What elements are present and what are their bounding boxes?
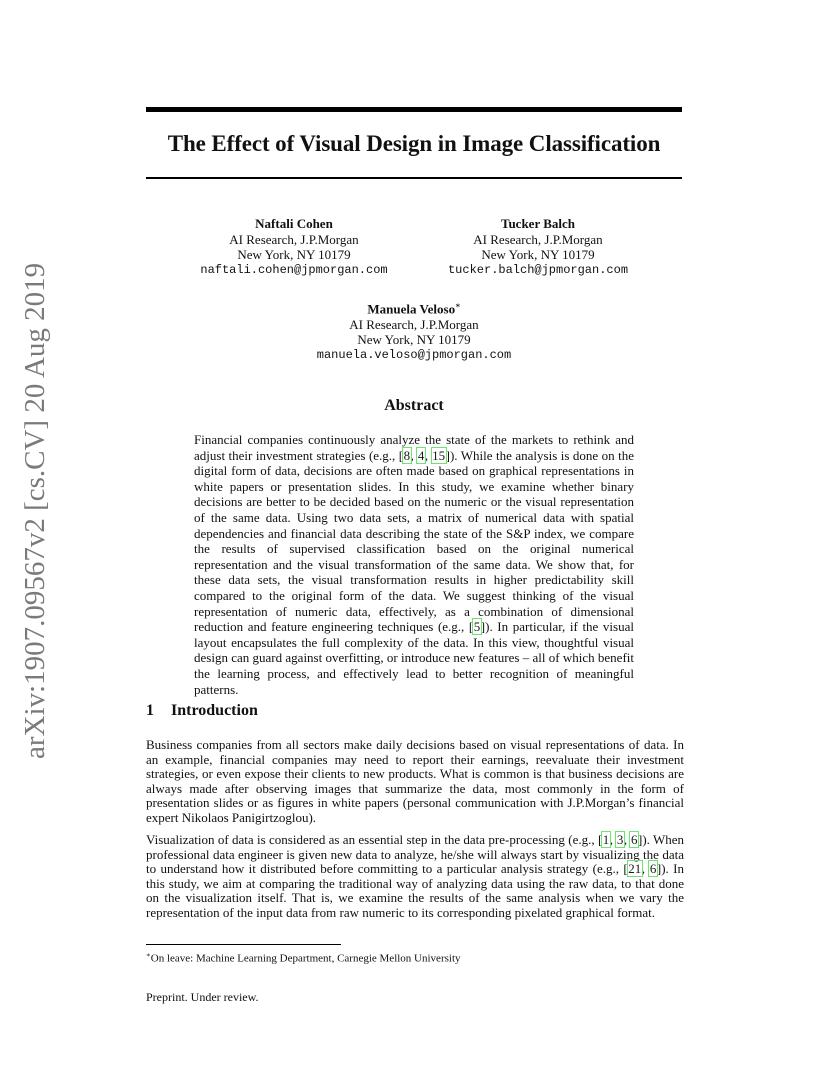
- citation-link[interactable]: 5: [473, 619, 481, 635]
- citation-link[interactable]: 8: [403, 447, 411, 463]
- author-email[interactable]: tucker.balch@jpmorgan.com: [447, 262, 629, 277]
- author-email[interactable]: naftali.cohen@jpmorgan.com: [200, 262, 388, 277]
- citation-link[interactable]: 6: [649, 861, 657, 877]
- author-block: [289, 298, 539, 363]
- author-affiliation: AI Research, J.P.Morgan: [473, 231, 603, 247]
- citation-link[interactable]: 21: [628, 861, 642, 877]
- paragraph-text: ). When professional data engineer is given new data to analyze, he/she will always start by visualizing the data to understand how it distributed before committing to a particular analysis strategy (e.g.,: [146, 832, 685, 877]
- title-bottom-rule: [146, 177, 682, 179]
- author-location: New York, NY 10179: [237, 247, 351, 262]
- citation-link[interactable]: 1: [602, 832, 610, 847]
- abstract-text: Financial companies continuously analyze the state of the markets to rethink and adjust their investment strategies (e.g.,: [194, 432, 634, 463]
- title-top-rule: [146, 107, 682, 112]
- author-location: New York, NY 10179: [357, 332, 471, 348]
- paragraph-text: ). In this study, we aim at comparing the traditional way of analyzing data using the raw data, to that done on the visualization itself. That is, we examine the results of the same analysis when we vary the representation of the input data from raw numeric to its corresponding pixelated graphical format.: [146, 861, 684, 920]
- section-heading: [146, 701, 682, 721]
- author-block: [413, 216, 663, 278]
- body-paragraph: Business companies from all sectors make daily decisions based on visual representations of data. In an example, financial companies may need to report their earnings, reevaluate their investment strategies, or even expose their clients to new products. What is common is that business decisions are always made after observing images that summarize the data, most commonly in the form of presentation slides or as figures in white papers (personal communication with J.P.Morgan’s financial expert Nikolaos Panigirtzoglou).: [146, 737, 684, 825]
- abstract-text: ). In particular, if the visual layout encapsulates the full complexity of the data. In this view, thoughtful visual design can guard against overfitting, or introduce new features – all of which benefit the learning process, and effectively lead to better recognition of meaningful patterns.: [194, 619, 634, 697]
- author-affiliation: AI Research, J.P.Morgan: [349, 316, 479, 332]
- paragraph-text: Visualization of data is considered as an essential step in the data pre-processing (e.g.,: [146, 832, 598, 847]
- citation-link[interactable]: 6: [630, 832, 638, 847]
- citation-link[interactable]: 15: [432, 447, 446, 463]
- footnote-mark: ∗: [146, 951, 151, 959]
- author-affiliation: AI Research, J.P.Morgan: [229, 231, 359, 247]
- author-location: New York, NY 10179: [481, 247, 595, 262]
- paper-title: The Effect of Visual Design in Image Classification: [167, 131, 661, 156]
- citation-link[interactable]: 3: [616, 832, 624, 847]
- author-name-text: Manuela Veloso: [367, 301, 456, 317]
- footnote-marker[interactable]: ∗: [455, 301, 461, 310]
- author-name: [289, 298, 539, 317]
- footnote-rule: [146, 944, 341, 945]
- section-number: 1: [146, 702, 154, 719]
- author-block: [169, 216, 419, 278]
- author-name: Naftali Cohen: [255, 216, 333, 231]
- citation-link[interactable]: 4: [417, 447, 425, 463]
- arxiv-side-stamp: arXiv:1907.09567v2 [cs.CV] 20 Aug 2019: [19, 262, 51, 759]
- abstract-body: Financial companies continuously analyze the state of the markets to rethink and adjust their investment strategies (e.g., [8, 4, 15]). While the analysis is done on the digital form of data, decisions are often made based on graphical representations in white papers or presentation slides. In this study, we examine whether binary decisions are better to be decided based on the numeric or the visual representation of the same data. Using two data sets, a matrix of numerical data with spatial dependencies and financial data describing the state of the S&P index, we compare the results of supervised classification based on the original numerical representation and the visual transformation of the same data. We show that, for these data sets, the visual transformation results in higher predictability skill compared to the original form of the data. We suggest thinking of the visual representation of numeric data, effectively, as a combination of dimensional reduction and feature engineering techniques (e.g., [5]). In particular, if the visual layout encapsulates the full complexity of the data. In this view, thoughtful visual design can guard against overfitting, or introduce new features – all of which benefit the learning process, and effectively lead to better recognition of meaningful patterns.: [194, 432, 634, 697]
- preprint-footer: Preprint. Under review.: [146, 990, 259, 1004]
- author-email[interactable]: manuela.veloso@jpmorgan.com: [316, 347, 512, 362]
- body-paragraph: Visualization of data is considered as an essential step in the data pre-processing (e.g., [1, 3, 6]). When professional data engineer is given new data to analyze, he/she will always start by visualizing the data to understand how it distributed before committing to a particular analysis strategy (e.g., [21, 6]). In this study, we aim at comparing the traditional way of analyzing data using the raw data, to that done on the visualization itself. That is, we examine the results of the same analysis when we vary the representation of the input data from raw numeric to its corresponding pixelated graphical format.: [146, 832, 685, 920]
- footnote: [146, 948, 682, 966]
- section-title: Introduction: [171, 702, 258, 719]
- author-name: Tucker Balch: [500, 216, 576, 231]
- abstract-heading: Abstract: [384, 397, 444, 414]
- abstract-text: ). While the analysis is done on the digital form of data, decisions are often made based on graphical representations in white papers or presentation slides. In this study, we examine whether binary decisions are better to be decided based on the numeric or the visual representation of the same data. Using two data sets, a matrix of numerical data with spatial dependencies and financial data describing the state of the S&P index, we compare the results of supervised classification based on the original numerical representation and the visual transformation of the same data. We show that, for these data sets, the visual transformation results in higher predictability skill compared to the original form of the data. We suggest thinking of the visual representation of numeric data, effectively, as a combination of dimensional reduction and feature engineering techniques (e.g.,: [194, 447, 634, 635]
- footnote-text: On leave: Machine Learning Department, Carnegie Mellon University: [150, 952, 461, 965]
